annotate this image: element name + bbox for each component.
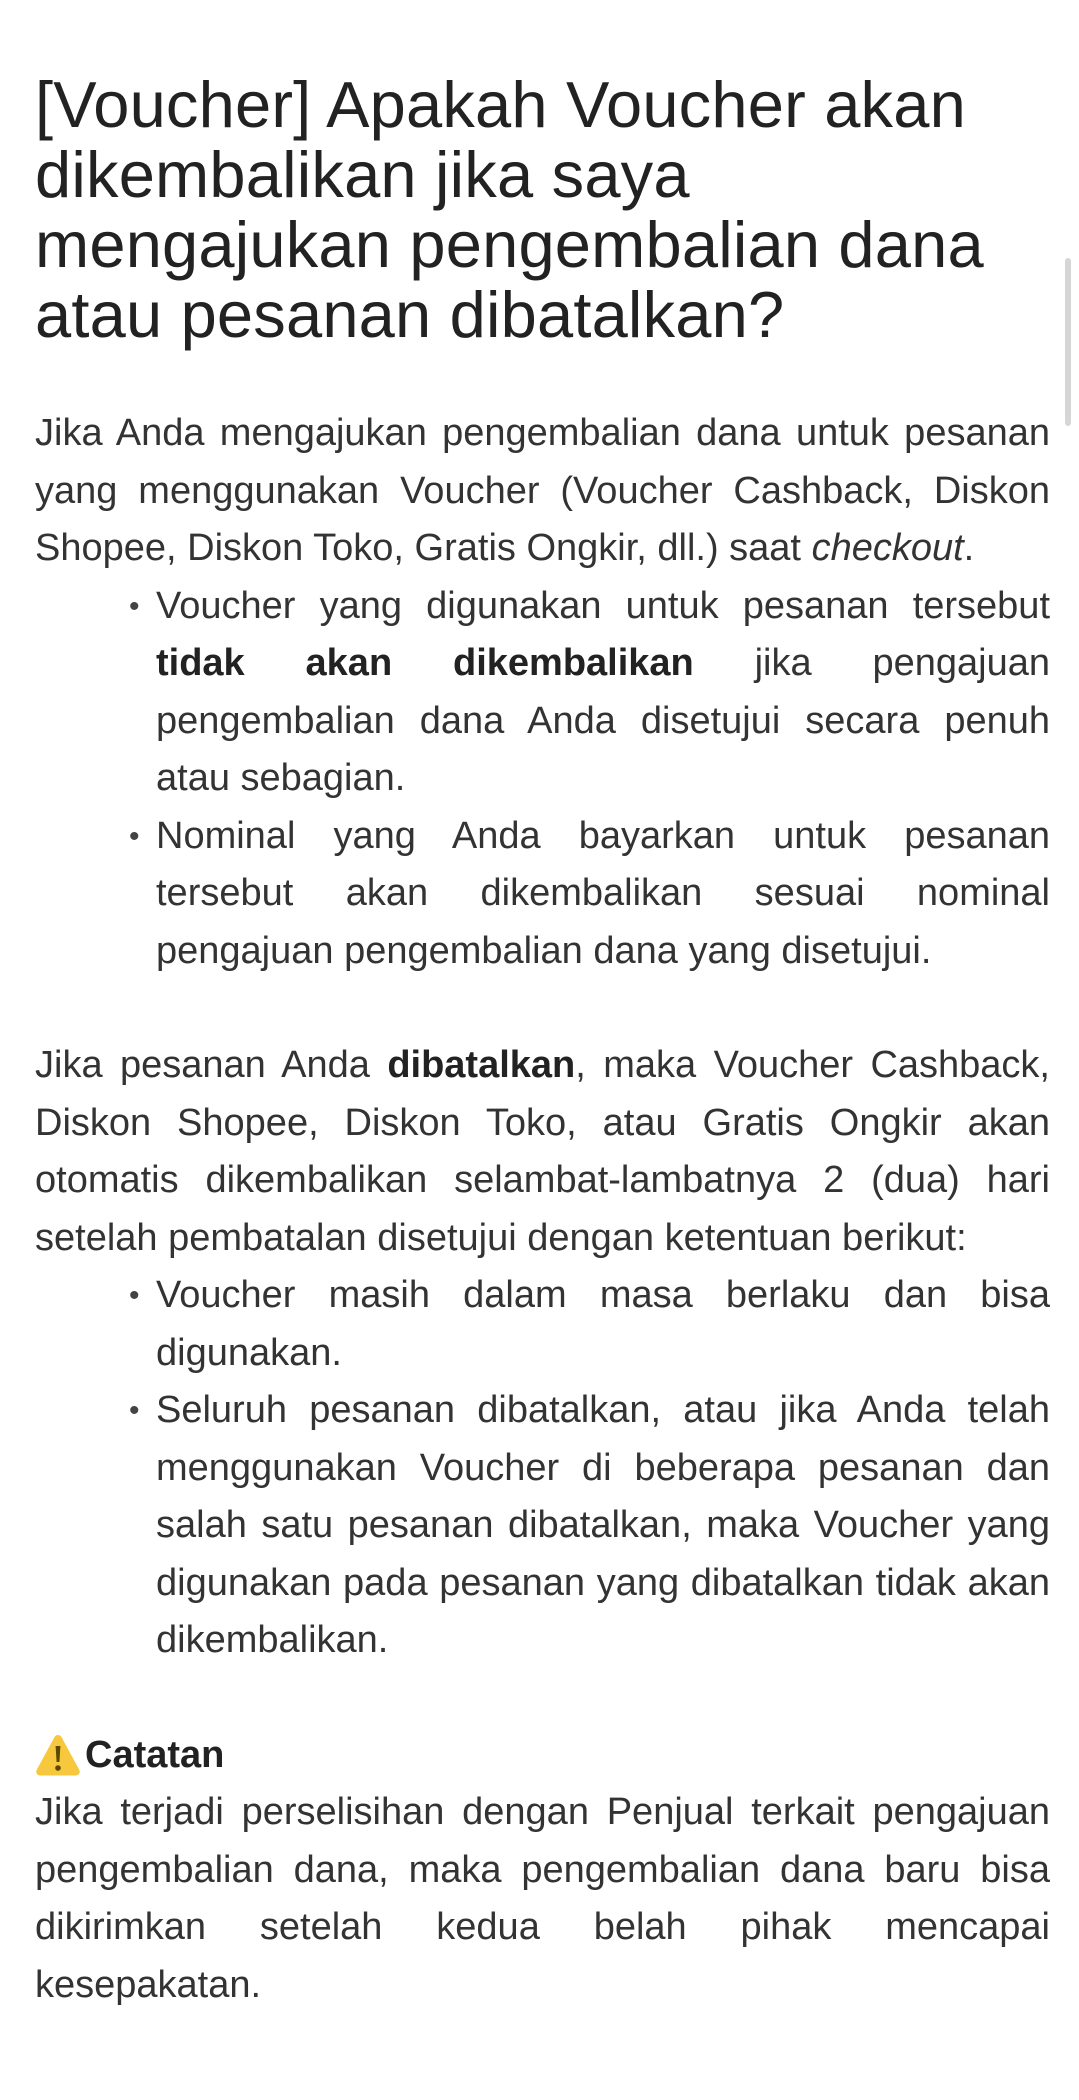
article [35, 70, 1050, 2014]
section1-intro [35, 405, 1050, 578]
list-item [129, 1382, 1050, 1670]
bullet-text: Nominal yang Anda bayarkan untuk pesanan tersebut akan dikembalikan sesuai nominal pengajuan pengembalian dana yang disetujui. [156, 814, 1050, 972]
bullet-dot: • [129, 819, 140, 853]
bullet-text-post: jika pengajuan pengembalian dana Anda disetujui secara penuh atau sebagian. [156, 642, 1050, 799]
section2-intro [35, 1037, 1050, 1267]
section2-intro-post: , maka Voucher Cashback, Diskon Shopee, Diskon Toko, atau Gratis Ongkir akan otomatis dikembalikan selambat-lambatnya 2 (dua) hari setelah pembatalan disetujui dengan ketentuan berikut: [35, 1044, 1050, 1259]
section1-intro-end: . [963, 527, 975, 569]
note-section [35, 1727, 1050, 2015]
note-heading [35, 1727, 1050, 1785]
bullet-text: Seluruh pesanan dibatalkan, atau jika Anda telah menggunakan Voucher di beberapa pesanan dan salah satu pesanan dibatalkan, maka Voucher yang digunakan pada pesanan yang dibatalkan tidak akan dikembalikan. [156, 1389, 1050, 1661]
scrollbar-thumb[interactable] [1065, 258, 1071, 426]
note-heading-label: Catatan [85, 1733, 225, 1776]
section1-bullet-list [35, 578, 1050, 981]
bullet-text-bold: tidak akan dikembalikan [156, 642, 694, 684]
note-text: Jika terjadi perselisihan dengan Penjual terkait pengajuan pengembalian dana, maka pengembalian dana baru bisa dikirimkan setelah kedua belah pihak mencapai kesepakatan. [35, 1791, 1050, 2006]
list-item [129, 808, 1050, 981]
section1-intro-text: Jika Anda mengajukan pengembalian dana untuk pesanan yang menggunakan Voucher (Voucher Cashback, Diskon Shopee, Diskon Toko, Gratis Ongkir, dll.) saat [35, 412, 1050, 569]
section2-bullet-list [35, 1267, 1050, 1670]
warning-icon [35, 1733, 81, 1777]
bullet-dot: • [129, 1279, 140, 1312]
bullet-text-pre: Voucher yang digunakan untuk pesanan tersebut [156, 584, 1050, 627]
section2-intro-bold: dibatalkan [387, 1044, 576, 1086]
list-item [129, 1267, 1050, 1382]
list-item [129, 578, 1050, 808]
bullet-dot: • [129, 589, 140, 623]
section1-intro-italic: checkout [811, 527, 964, 569]
bullet-dot: • [129, 1394, 140, 1427]
section2-intro-pre: Jika pesanan Anda [35, 1044, 388, 1086]
article-title: [Voucher] Apakah Voucher akan dikembalikan jika saya mengajukan pengembalian dana atau pesanan dibatalkan? [35, 68, 984, 351]
bullet-text: Voucher masih dalam masa berlaku dan bisa digunakan. [156, 1274, 1050, 1374]
